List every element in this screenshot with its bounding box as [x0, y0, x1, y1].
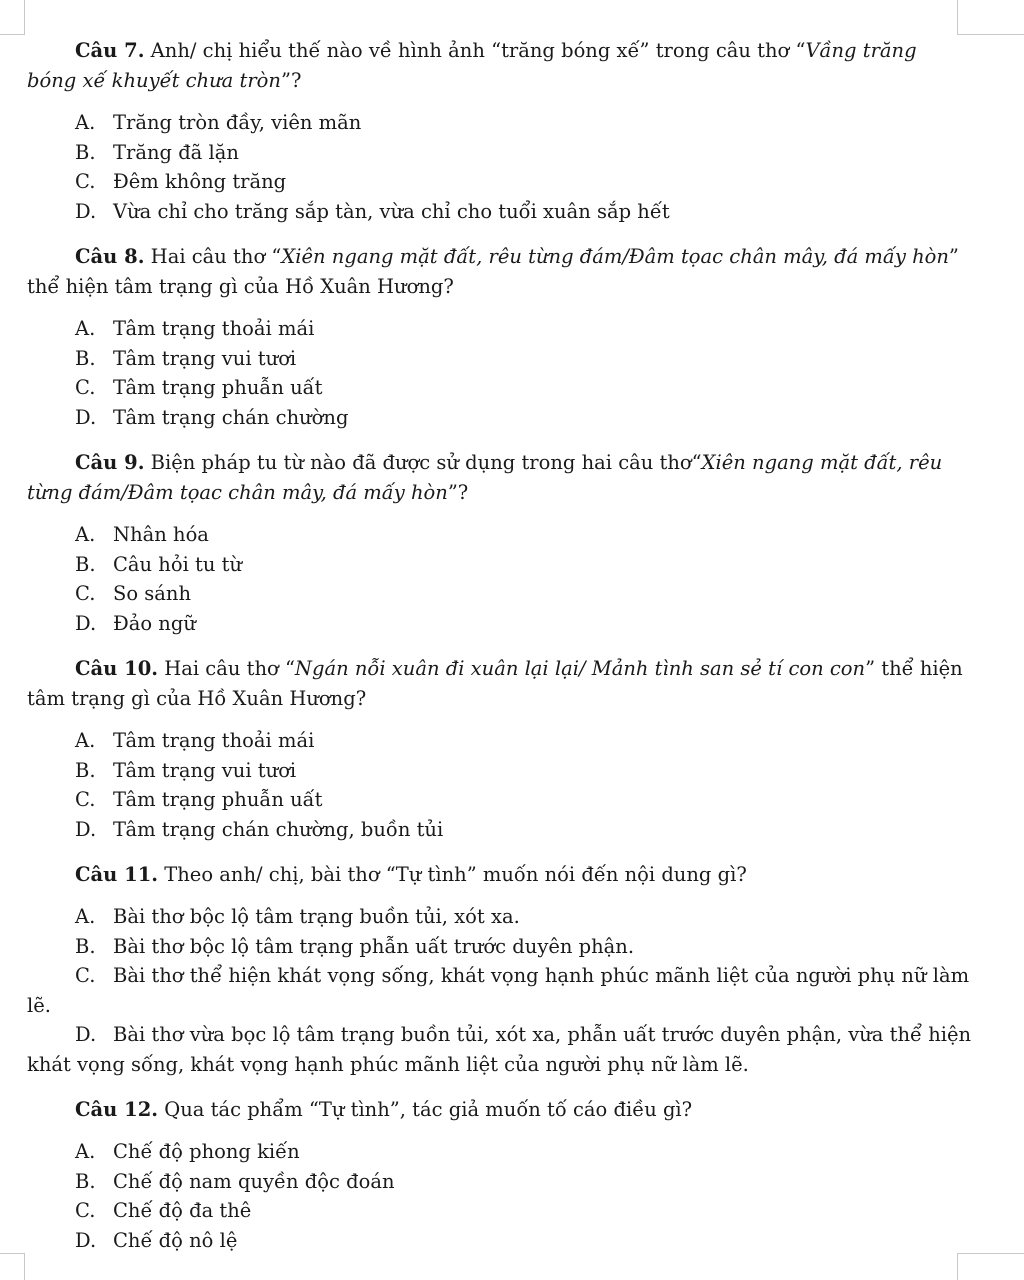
- option-a: [27, 726, 972, 756]
- option-letter: A.: [75, 905, 96, 928]
- option-letter: A.: [75, 523, 96, 546]
- question-text-end: ”?: [447, 481, 469, 504]
- option-letter: C.: [75, 170, 96, 193]
- question-text: Qua tác phẩm “Tự tình”, tác giả muốn tố cáo điều gì?: [158, 1098, 693, 1121]
- page-corner-mark-bottom-left: [0, 1253, 25, 1280]
- question-label: Câu 9.: [75, 451, 145, 474]
- option-d: [27, 197, 972, 227]
- option-text: Tâm trạng chán chường: [113, 405, 349, 429]
- question-quote: Vầng trăng bóng xế khuyết chưa tròn: [27, 39, 917, 92]
- option-letter: A.: [75, 729, 96, 752]
- option-letter: B.: [75, 934, 96, 958]
- option-text: Đêm không trăng: [113, 170, 287, 193]
- option-letter: B.: [75, 346, 96, 370]
- option-d: [27, 609, 972, 639]
- option-letter: B.: [75, 758, 96, 782]
- option-letter: A.: [75, 111, 96, 134]
- option-c: [27, 373, 972, 403]
- question-stem: [27, 448, 972, 508]
- option-text: Chế độ phong kiến: [113, 1140, 300, 1163]
- option-a: [27, 520, 972, 550]
- option-c: [27, 579, 972, 609]
- option-letter: D.: [75, 611, 97, 635]
- option-letter: D.: [75, 405, 97, 429]
- option-text: Bài thơ bộc lộ tâm trạng phẫn uất trước duyên phận.: [113, 934, 635, 958]
- option-letter: B.: [75, 552, 96, 576]
- option-d: [27, 815, 972, 845]
- option-text: Trăng tròn đầy, viên mãn: [113, 111, 362, 134]
- option-c: [27, 167, 972, 197]
- question-text-end: ” thể hiện tâm trạng gì của Hồ Xuân Hương?: [27, 245, 959, 298]
- question-text: Theo anh/ chị, bài thơ “Tự tình” muốn nói đến nội dung gì?: [158, 863, 747, 886]
- question-text-end: ”?: [280, 69, 302, 92]
- option-d: [27, 1020, 972, 1079]
- option-letter: C.: [75, 1199, 96, 1222]
- question-stem: [27, 860, 972, 890]
- option-text: Tâm trạng chán chường, buồn tủi: [113, 817, 444, 841]
- option-text: Tâm trạng thoải mái: [113, 317, 315, 340]
- option-text: Bài thơ thể hiện khát vọng sống, khát vọng hạnh phúc mãnh liệt của người phụ nữ làm lẽ.: [27, 964, 970, 1017]
- option-text: Bài thơ vừa bọc lộ tâm trạng buồn tủi, xót xa, phẫn uất trước duyên phận, vừa thể hiện khát vọng sống, khát vọng hạnh phúc mãnh liệt của người phụ nữ làm lẽ.: [27, 1023, 972, 1076]
- question-stem: [27, 654, 972, 714]
- option-text: Tâm trạng thoải mái: [113, 729, 315, 752]
- option-text: So sánh: [113, 582, 192, 605]
- option-text: Tâm trạng phuẫn uất: [113, 376, 323, 399]
- option-text: Trăng đã lặn: [113, 140, 239, 164]
- option-text: Tâm trạng vui tươi: [113, 346, 297, 370]
- option-text: Chế độ nam quyền độc đoán: [113, 1169, 395, 1193]
- option-letter: B.: [75, 1169, 96, 1193]
- question-stem: [27, 36, 972, 96]
- page-corner-mark-top-right: [957, 0, 1024, 35]
- question-8: [27, 242, 972, 432]
- question-stem: [27, 1095, 972, 1125]
- option-letter: D.: [75, 199, 97, 223]
- question-label: Câu 11.: [75, 863, 159, 886]
- question-7: [27, 36, 972, 226]
- question-9: [27, 448, 972, 638]
- option-text: Chế độ đa thê: [113, 1199, 252, 1222]
- question-label: Câu 8.: [75, 245, 145, 268]
- option-b: [27, 1167, 972, 1197]
- option-letter: B.: [75, 140, 96, 164]
- question-label: Câu 10.: [75, 657, 159, 680]
- option-text: Vừa chỉ cho trăng sắp tàn, vừa chỉ cho tuổi xuân sắp hết: [113, 199, 670, 223]
- question-quote: Xiên ngang mặt đất, rêu từng đám/Đâm tọac chân mây, đá mấy hòn: [27, 451, 943, 504]
- option-text: Tâm trạng vui tươi: [113, 758, 297, 782]
- option-a: [27, 314, 972, 344]
- option-a: [27, 1137, 972, 1167]
- option-b: [27, 138, 972, 168]
- option-c: [27, 961, 972, 1020]
- option-letter: A.: [75, 317, 96, 340]
- option-c: [27, 1196, 972, 1226]
- question-quote: Xiên ngang mặt đất, rêu từng đám/Đâm tọac chân mây, đá mấy hòn: [281, 245, 949, 268]
- option-text: Tâm trạng phuẫn uất: [113, 788, 323, 811]
- option-text: Đảo ngữ: [113, 611, 196, 635]
- option-letter: C.: [75, 376, 96, 399]
- question-text-end: ” thể hiện tâm trạng gì của Hồ Xuân Hương?: [27, 657, 963, 710]
- option-letter: C.: [75, 582, 96, 605]
- question-text: Biện pháp tu từ nào đã được sử dụng trong hai câu thơ“: [144, 451, 702, 474]
- question-label: Câu 12.: [75, 1098, 159, 1121]
- question-quote: Ngán nỗi xuân đi xuân lại lại/ Mảnh tình san sẻ tí con con: [294, 657, 866, 680]
- option-d: [27, 403, 972, 433]
- question-text: Hai câu thơ “: [144, 245, 282, 268]
- question-11: [27, 860, 972, 1079]
- question-label: Câu 7.: [75, 39, 145, 62]
- question-10: [27, 654, 972, 844]
- option-a: [27, 902, 972, 932]
- option-text: Câu hỏi tu từ: [113, 552, 243, 576]
- option-b: [27, 344, 972, 374]
- option-text: Chế độ nô lệ: [113, 1228, 238, 1252]
- option-letter: D.: [75, 817, 97, 841]
- option-text: Bài thơ bộc lộ tâm trạng buồn tủi, xót xa.: [113, 905, 520, 928]
- document-page: [27, 36, 972, 1271]
- option-b: [27, 550, 972, 580]
- option-d: [27, 1226, 972, 1256]
- question-12: [27, 1095, 972, 1255]
- option-text: Nhân hóa: [113, 523, 209, 546]
- option-letter: A.: [75, 1140, 96, 1163]
- option-c: [27, 785, 972, 815]
- option-a: [27, 108, 972, 138]
- option-letter: C.: [75, 964, 96, 987]
- question-stem: [27, 242, 972, 302]
- option-b: [27, 756, 972, 786]
- question-text: Hai câu thơ “: [158, 657, 295, 680]
- page-corner-mark-top-left: [0, 0, 25, 35]
- question-text: Anh/ chị hiểu thế nào về hình ảnh “trăng bóng xế” trong câu thơ “: [144, 39, 806, 62]
- option-letter: D.: [75, 1228, 97, 1252]
- option-b: [27, 932, 972, 962]
- option-letter: D.: [75, 1023, 97, 1046]
- option-letter: C.: [75, 788, 96, 811]
